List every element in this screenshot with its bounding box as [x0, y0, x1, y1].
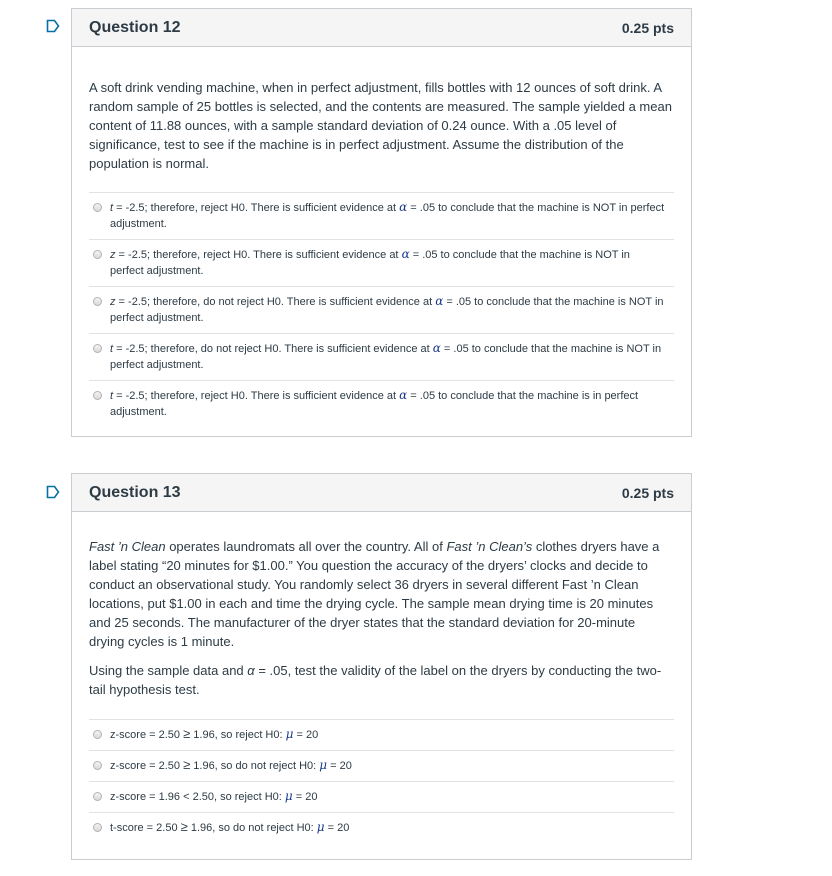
- question-header: [72, 474, 691, 512]
- answer-option[interactable]: [89, 193, 674, 240]
- question-points: 0.25 pts: [621, 484, 674, 501]
- answer-text[interactable]: t = -2.5; therefore, reject H0. There is sufficient evidence at α = .05 to conclude that the machine is in perfect adjustment.: [110, 388, 639, 418]
- answer-radio[interactable]: [93, 792, 102, 801]
- answer-option[interactable]: [89, 381, 674, 428]
- question-points: 0.25 pts: [621, 19, 674, 36]
- answer-text[interactable]: t-score = 2.50 ≥ 1.96, so do not reject H0: μ = 20: [110, 819, 350, 834]
- answer-text[interactable]: z-score = 2.50 ≥ 1.96, so reject H0: μ = 20: [110, 726, 319, 741]
- answer-radio[interactable]: [93, 761, 102, 770]
- answer-option[interactable]: [89, 287, 674, 334]
- answer-option[interactable]: [89, 720, 674, 751]
- answer-text[interactable]: z-score = 1.96 < 2.50, so reject H0: μ = 20: [110, 789, 318, 803]
- answer-option[interactable]: [89, 334, 674, 381]
- answer-radio[interactable]: [93, 344, 102, 353]
- answer-radio[interactable]: [93, 297, 102, 306]
- answer-text[interactable]: t = -2.5; therefore, do not reject H0. There is sufficient evidence at α = .05 to conclude that the machine is NOT in perfect adjustment.: [110, 341, 662, 371]
- answer-radio[interactable]: [93, 391, 102, 400]
- answer-text[interactable]: t = -2.5; therefore, reject H0. There is sufficient evidence at α = .05 to conclude that the machine is NOT in perfect adjustment.: [110, 200, 665, 230]
- answer-text[interactable]: z-score = 2.50 ≥ 1.96, so do not reject H0: μ = 20: [110, 757, 352, 772]
- question-title: Question 12: [89, 18, 181, 36]
- question-text: A soft drink vending machine, when in perfect adjustment, fills bottles with 12 ounces of soft drink. A random sample of 25 bottles is selected, and the contents are measured. The sample yielded a mean content of 11.88 ounces, with a sample standard deviation of 0.24 ounce. With a .05 level of significance, test to see if the machine is in perfect adjustment. Assume the distribution of the population is normal.: [89, 80, 672, 171]
- question-title: Question 13: [89, 483, 181, 501]
- answer-option[interactable]: [89, 240, 674, 287]
- question-text: Fast ’n Clean operates laundromats all over the country. All of Fast ’n Clean’s clothes dryers have a label stating “20 minutes for $1.00.” You question the accuracy of the dryers’ clocks and decide to conduct an observational study. You randomly select 36 dryers in several different Fast ’n Clean locations, put $1.00 in each and time the drying cycle. The sample mean drying time is 20 minutes and 25 seconds. The manufacturer of the dryer states that the standard deviation for 20-minute drying cycles is 1 minute.: [89, 539, 660, 649]
- answer-radio[interactable]: [93, 250, 102, 259]
- answer-option[interactable]: [89, 751, 674, 782]
- question-13: [71, 473, 692, 860]
- flag-question-icon[interactable]: [46, 485, 60, 499]
- question-header: [72, 9, 691, 47]
- question-12: [71, 8, 692, 437]
- question-instruction: Using the sample data and α = .05, test the validity of the label on the dryers by conducting the two-tail hypothesis test.: [89, 663, 662, 697]
- answer-option[interactable]: [89, 813, 674, 844]
- answer-text[interactable]: z = -2.5; therefore, reject H0. There is sufficient evidence at α = .05 to conclude that the machine is NOT in perfect adjustment.: [110, 247, 630, 277]
- answer-list: [89, 192, 674, 428]
- answer-text[interactable]: z = -2.5; therefore, do not reject H0. There is sufficient evidence at α = .05 to conclude that the machine is NOT in perfect adjustment.: [110, 294, 664, 324]
- answer-list: [89, 719, 674, 844]
- flag-question-icon[interactable]: [46, 19, 60, 33]
- answer-radio[interactable]: [93, 823, 102, 832]
- answer-option[interactable]: [89, 782, 674, 813]
- answer-radio[interactable]: [93, 730, 102, 739]
- answer-radio[interactable]: [93, 203, 102, 212]
